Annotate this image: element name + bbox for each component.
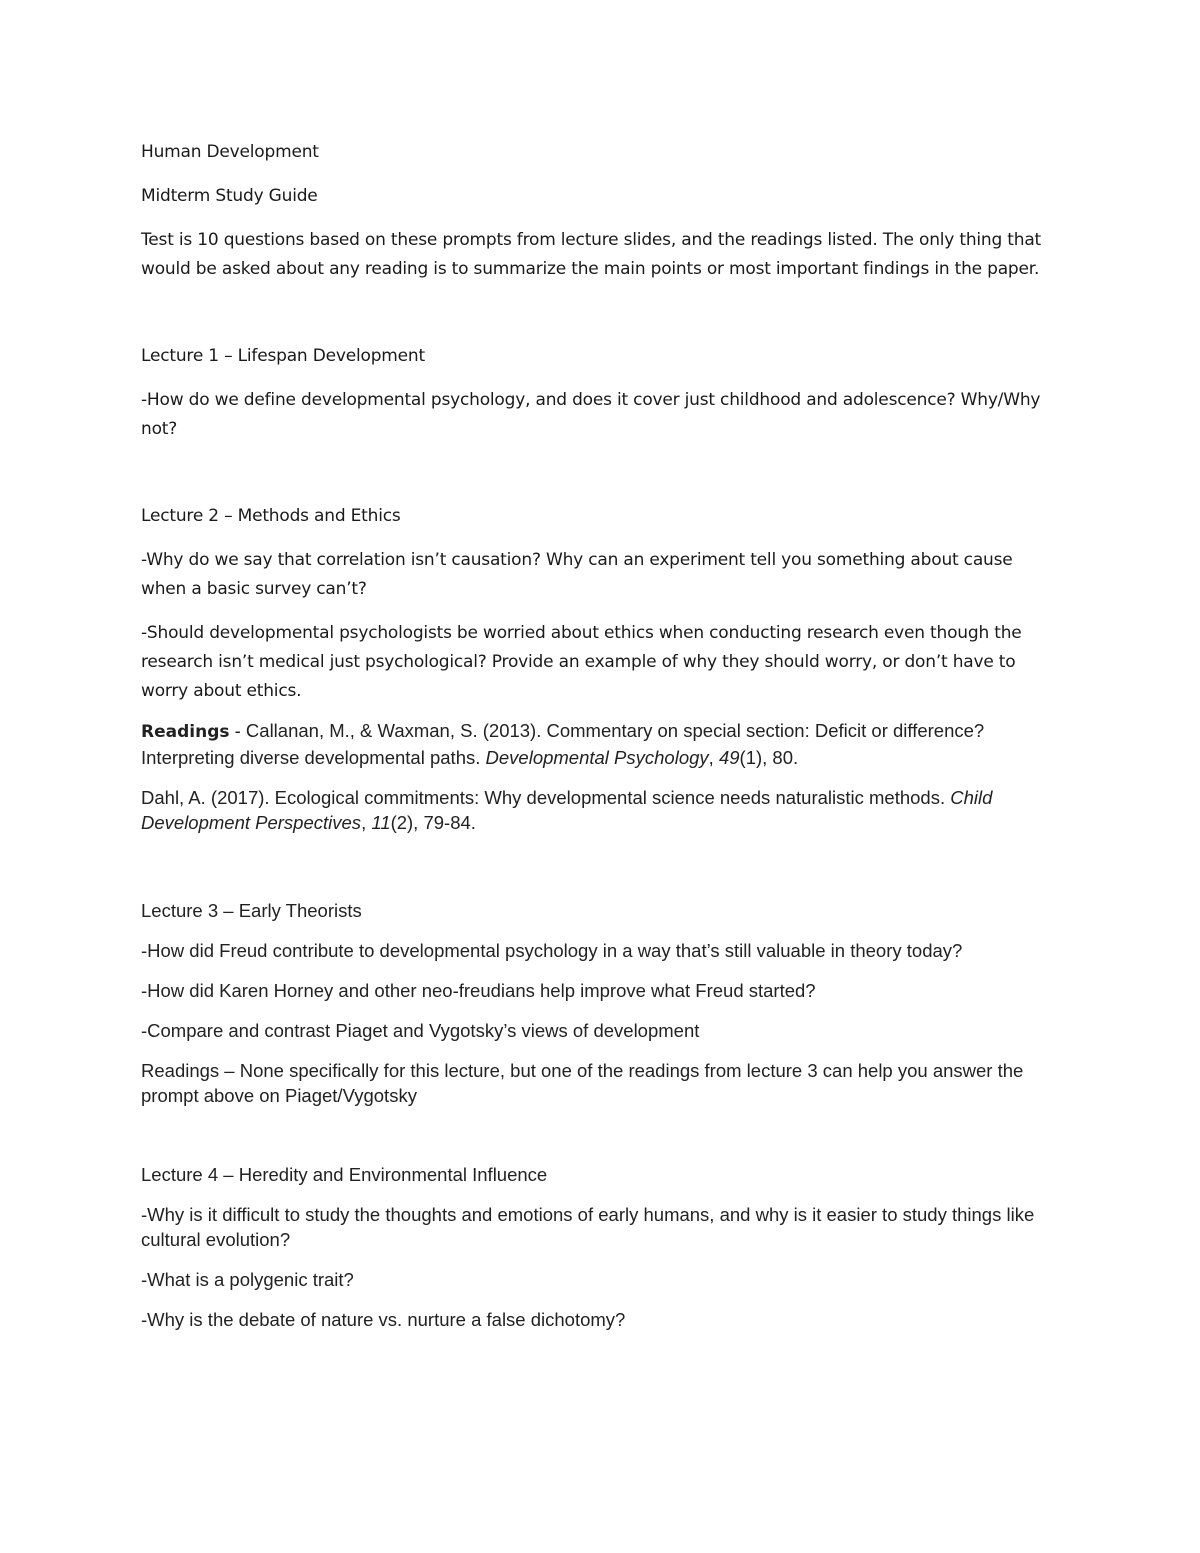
- document-page: [141, 138, 1061, 1332]
- lecture-2-reading-1: Readings - Callanan, M., & Waxman, S. (2013). Commentary on special section: Deficit or difference? Interpreting diverse developmental paths. Developmental Psychology, 49(1), 80.: [141, 720, 985, 768]
- lecture-2-heading: Lecture 2 – Methods and Ethics: [141, 506, 401, 526]
- lecture-3-prompt-3: -Compare and contrast Piaget and Vygotsky’s views of development: [141, 1020, 700, 1041]
- lecture-4-prompt-3: -Why is the debate of nature vs. nurture a false dichotomy?: [141, 1309, 626, 1330]
- volume: 11: [371, 812, 391, 833]
- lecture-1-heading: Lecture 1 – Lifespan Development: [141, 346, 425, 366]
- course-title: Human Development: [141, 142, 319, 162]
- lecture-3-prompt-2: -How did Karen Horney and other neo-freudians help improve what Freud started?: [141, 980, 816, 1001]
- lecture-2-prompt-2: -Should developmental psychologists be worried about ethics when conducting research even though the research isn’t medical just psychological? Provide an example of why they should worry, or don’t have to worry about ethics.: [141, 623, 1022, 701]
- lecture-3-readings: Readings – None specifically for this lecture, but one of the readings from lecture 3 can help you answer the prompt above on Piaget/Vygotsky: [141, 1060, 1024, 1106]
- lecture-3-prompt-1: -How did Freud contribute to developmental psychology in a way that’s still valuable in theory today?: [141, 940, 963, 961]
- lecture-4-prompt-2: -What is a polygenic trait?: [141, 1269, 354, 1290]
- lecture-2-prompt-1: -Why do we say that correlation isn’t causation? Why can an experiment tell you something about cause when a basic survey can’t?: [141, 550, 1013, 599]
- journal-title: Child Development Perspectives: [141, 787, 993, 833]
- lecture-4-heading: Lecture 4 – Heredity and Environmental Influence: [141, 1164, 548, 1185]
- volume: 49: [718, 747, 740, 768]
- lecture-4-prompt-1: -Why is it difficult to study the thoughts and emotions of early humans, and why is it easier to study things like cultural evolution?: [141, 1204, 1035, 1250]
- lecture-2-reading-2: Dahl, A. (2017). Ecological commitments: Why developmental science needs naturalistic methods. Child Development Perspectives, 11(2), 79-84.: [141, 787, 993, 833]
- intro-paragraph: Test is 10 questions based on these prompts from lecture slides, and the readings listed. The only thing that would be asked about any reading is to summarize the main points or most important findings in the paper.: [141, 230, 1042, 279]
- readings-label: Readings: [141, 722, 230, 742]
- journal-title: Developmental Psychology: [485, 747, 709, 768]
- doc-title: Midterm Study Guide: [141, 186, 318, 206]
- lecture-1-prompt: -How do we define developmental psychology, and does it cover just childhood and adolescence? Why/Why not?: [141, 390, 1041, 439]
- lecture-3-heading: Lecture 3 – Early Theorists: [141, 900, 362, 921]
